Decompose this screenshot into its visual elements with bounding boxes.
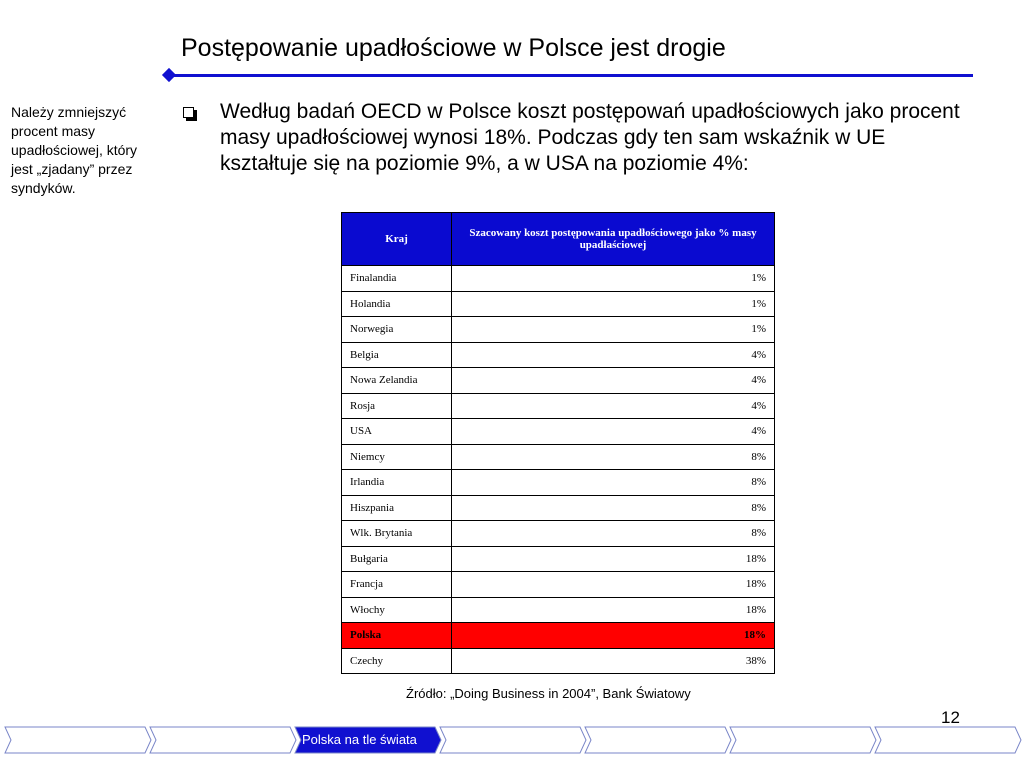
cost-cell: 8% [452,495,775,521]
table-row [342,597,775,623]
side-note: Należy zmniejszyć procent masy upadłościowej, który jest „zjadany” przez syndyków. [11,104,138,196]
cost-cell: 1% [452,266,775,292]
nav-tab-3[interactable] [294,726,445,754]
cost-cell: 8% [452,521,775,547]
table-row [342,495,775,521]
table-row [342,419,775,445]
title-rule [170,74,973,77]
nav-tab-5[interactable] [584,726,735,754]
country-cell: Włochy [342,597,452,623]
cost-cell: 1% [452,291,775,317]
country-cell: Hiszpania [342,495,452,521]
table-row [342,572,775,598]
cost-cell: 18% [452,597,775,623]
table-row [342,317,775,343]
cost-cell: 8% [452,444,775,470]
nav-tab-1[interactable] [4,726,155,754]
table-row [342,470,775,496]
nav-tab-2[interactable] [149,726,300,754]
country-cell: Czechy [342,648,452,674]
cost-cell: 1% [452,317,775,343]
page-number: 12 [941,708,960,727]
bottom-navigation [0,726,1024,756]
table-body [342,266,775,674]
country-cell: Norwegia [342,317,452,343]
cost-cell: 4% [452,342,775,368]
cost-cell: 4% [452,419,775,445]
table-row [342,444,775,470]
nav-tab-7[interactable] [874,726,1024,754]
table-row [342,546,775,572]
slide-title: Postępowanie upadłościowe w Polsce jest drogie [181,34,726,62]
table-row [342,521,775,547]
table-row [342,291,775,317]
bullet-text: Według badań OECD w Polsce koszt postępowań upadłościowych jako procent masy upadłościowej wynosi 18%. Podczas gdy ten sam wskaźnik w UE kształtuje się na poziomie 9%, a w USA na poziomie 4%: [220,100,960,175]
country-cell: Irlandia [342,470,452,496]
cost-cell: 4% [452,368,775,394]
country-cell: Polska [342,623,452,649]
country-cell: Francja [342,572,452,598]
country-cell: Niemcy [342,444,452,470]
square-bullet-icon [183,103,199,119]
table-header-row [342,213,775,266]
cost-cell: 4% [452,393,775,419]
table-row [342,393,775,419]
cost-table [341,212,775,674]
table-row [342,623,775,649]
nav-tab-6[interactable] [729,726,880,754]
country-cell: Holandia [342,291,452,317]
country-cell: Rosja [342,393,452,419]
cost-cell: 18% [452,623,775,649]
source-note: Źródło: „Doing Business in 2004”, Bank Światowy [406,686,691,701]
country-cell: Wlk. Brytania [342,521,452,547]
cost-cell: 18% [452,546,775,572]
table-row [342,342,775,368]
country-cell: USA [342,419,452,445]
header-cost: Szacowany koszt postępowania upadłościowego jako % masy upadłaściowej [452,213,775,266]
header-country: Kraj [342,213,452,266]
country-cell: Finalandia [342,266,452,292]
cost-cell: 18% [452,572,775,598]
table-row [342,266,775,292]
nav-tab-label: Polska na tle świata [302,732,417,747]
country-cell: Bułgaria [342,546,452,572]
cost-cell: 38% [452,648,775,674]
table-row [342,648,775,674]
cost-cell: 8% [452,470,775,496]
table-row [342,368,775,394]
country-cell: Belgia [342,342,452,368]
country-cell: Nowa Zelandia [342,368,452,394]
nav-tab-4[interactable] [439,726,590,754]
